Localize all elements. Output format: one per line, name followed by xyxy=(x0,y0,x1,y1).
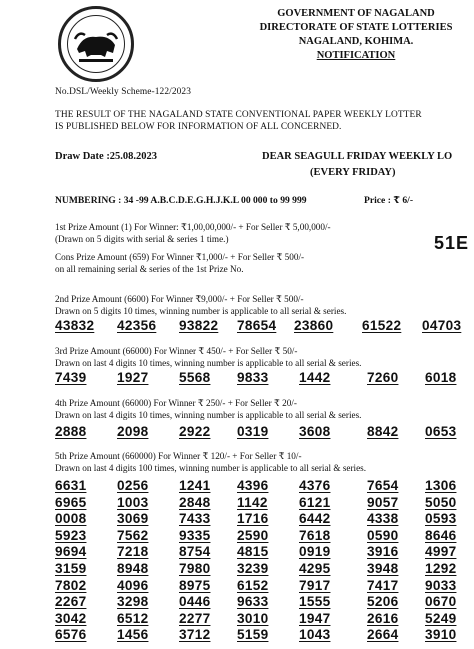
fifth-prize-number: 9033 xyxy=(425,577,457,593)
first-prize-line-2: (Drawn on 5 digits with serial & series 1 time.) xyxy=(55,234,229,244)
fifth-prize-number: 6121 xyxy=(299,494,331,510)
fifth-prize-number: 3712 xyxy=(179,627,211,643)
second-prize-number: 04703 xyxy=(422,318,462,333)
nagaland-lottery-emblem-icon xyxy=(58,6,134,82)
fifth-prize-row xyxy=(0,627,474,643)
fifth-prize-row xyxy=(0,578,474,594)
third-prize-number: 5568 xyxy=(179,370,211,385)
fifth-prize-number: 4376 xyxy=(299,478,331,493)
fifth-prize-number: 0593 xyxy=(425,511,457,527)
cons-prize-line-1: Cons Prize Amount (659) For Winner ₹1,000/- + For Seller ₹ 500/- xyxy=(55,252,305,262)
fourth-prize-number: 3608 xyxy=(299,424,331,439)
fifth-prize-number: 0256 xyxy=(117,478,149,493)
fifth-prize-number: 3042 xyxy=(55,610,87,626)
fifth-prize-number: 7618 xyxy=(299,527,331,543)
fifth-prize-number: 9633 xyxy=(237,594,269,610)
fifth-prize-number: 1003 xyxy=(117,494,149,510)
fifth-prize-number: 7218 xyxy=(117,544,149,560)
fifth-prize-number: 0919 xyxy=(299,544,331,560)
fifth-prize-number: 4396 xyxy=(237,478,269,493)
fifth-prize-number: 6631 xyxy=(55,478,87,493)
draw-frequency: (EVERY FRIDAY) xyxy=(310,167,396,178)
header-location: NAGALAND, KOHIMA. xyxy=(298,36,414,47)
fifth-prize-row xyxy=(0,528,474,544)
fourth-prize-number: 2888 xyxy=(55,424,87,439)
intro-line-2: IS PUBLISHED BELOW FOR INFORMATION OF ALL CONCERNED. xyxy=(55,122,342,132)
fifth-prize-number: 7802 xyxy=(55,577,87,593)
fourth-prize-number: 0653 xyxy=(425,424,457,439)
fifth-prize-number: 3159 xyxy=(55,561,87,576)
fourth-prize-line-2: Drawn on last 4 digits 10 times, winning number is applicable to all serial & series. xyxy=(55,410,362,420)
header-directorate: DIRECTORATE OF STATE LOTTERIES xyxy=(259,22,453,33)
fifth-prize-number: 0008 xyxy=(55,511,87,527)
fifth-prize-number: 5206 xyxy=(367,594,399,610)
fifth-prize-number: 1306 xyxy=(425,478,457,493)
fifth-prize-number: 7654 xyxy=(367,478,399,493)
fifth-prize-number: 2277 xyxy=(179,610,211,626)
fourth-prize-number: 2922 xyxy=(179,424,211,439)
first-prize-line-1: 1st Prize Amount (1) For Winner: ₹1,00,00,000/- + For Seller ₹ 5,00,000/- xyxy=(55,222,331,232)
fifth-prize-number: 2848 xyxy=(179,494,211,510)
fifth-prize-number: 7562 xyxy=(117,527,149,543)
fifth-prize-number: 7433 xyxy=(179,511,211,527)
fifth-prize-number: 1142 xyxy=(237,494,268,510)
fifth-prize-number: 1241 xyxy=(179,478,211,493)
fifth-prize-number: 2267 xyxy=(55,594,87,610)
fifth-prize-number: 6965 xyxy=(55,494,87,510)
fifth-prize-number: 9694 xyxy=(55,544,87,560)
fifth-prize-number: 6512 xyxy=(117,610,149,626)
fifth-prize-number: 0446 xyxy=(179,594,211,610)
mithun-emblem-graphic xyxy=(61,9,131,79)
fifth-prize-number: 0590 xyxy=(367,527,399,543)
fifth-prize-row xyxy=(0,478,474,494)
fifth-prize-number: 1716 xyxy=(237,511,269,527)
fifth-prize-number: 1456 xyxy=(117,627,149,643)
fifth-prize-number: 9335 xyxy=(179,527,211,543)
fifth-prize-number: 1043 xyxy=(299,627,331,643)
fifth-prize-number: 7917 xyxy=(299,577,331,593)
third-prize-number: 9833 xyxy=(237,370,269,385)
fifth-prize-line-2: Drawn on last 4 digits 100 times, winning number is applicable to all serial & series. xyxy=(55,463,367,473)
second-prize-line-1: 2nd Prize Amount (6600) For Winner ₹9,000/- + For Seller ₹ 500/- xyxy=(55,294,304,304)
fifth-prize-number: 3298 xyxy=(117,594,149,610)
second-prize-numbers xyxy=(0,318,474,334)
fifth-prize-number: 1555 xyxy=(299,594,331,610)
second-prize-number: 42356 xyxy=(117,318,157,333)
fifth-prize-row xyxy=(0,561,474,577)
draw-name: DEAR SEAGULL FRIDAY WEEKLY LO xyxy=(262,151,453,162)
fifth-prize-line-1: 5th Prize Amount (660000) For Winner ₹ 120/- + For Seller ₹ 10/- xyxy=(55,451,302,461)
fourth-prize-number: 2098 xyxy=(117,424,149,439)
fifth-prize-number: 3916 xyxy=(367,544,399,560)
second-prize-number: 78654 xyxy=(237,318,277,333)
fifth-prize-number: 4815 xyxy=(237,544,269,560)
fifth-prize-row xyxy=(0,594,474,610)
second-prize-number: 61522 xyxy=(362,318,402,333)
ticket-price: Price : ₹ 6/- xyxy=(364,195,414,206)
fifth-prize-number: 3239 xyxy=(237,561,269,576)
fifth-prize-number: 5249 xyxy=(425,610,457,626)
first-prize-ticket-code: 51E xyxy=(434,233,470,253)
fifth-prize-number: 5159 xyxy=(237,627,269,643)
cons-prize-line-2: on all remaining serial & series of the 1st Prize No. xyxy=(55,264,244,274)
numbering: NUMBERING : 34 -99 A.B.C.D.E.G.H.J.K.L 00 000 to 99 999 xyxy=(55,195,307,206)
fifth-prize-number: 4997 xyxy=(425,544,457,560)
third-prize-number: 7439 xyxy=(55,370,87,385)
fifth-prize-number: 3010 xyxy=(237,610,269,626)
fifth-prize-number: 0670 xyxy=(425,594,457,610)
fifth-prize-number: 1292 xyxy=(425,561,457,576)
fifth-prize-number: 3910 xyxy=(425,627,457,643)
fifth-prize-number: 7980 xyxy=(179,561,211,576)
fifth-prize-number: 6152 xyxy=(237,577,269,593)
third-prize-number: 1927 xyxy=(117,370,149,385)
fifth-prize-number: 3948 xyxy=(367,561,399,576)
header-government: GOVERNMENT OF NAGALAND xyxy=(277,8,435,19)
fourth-prize-line-1: 4th Prize Amount (66000) For Winner ₹ 250/- + For Seller ₹ 20/- xyxy=(55,398,297,408)
fifth-prize-number: 9057 xyxy=(367,494,399,510)
fourth-prize-numbers xyxy=(0,424,474,440)
third-prize-line-1: 3rd Prize Amount (66000) For Winner ₹ 450/- + For Seller ₹ 50/- xyxy=(55,346,298,356)
fifth-prize-row xyxy=(0,495,474,511)
third-prize-number: 1442 xyxy=(299,370,331,385)
third-prize-number: 7260 xyxy=(367,370,399,385)
third-prize-number: 6018 xyxy=(425,370,457,385)
fifth-prize-number: 2616 xyxy=(367,610,399,626)
fifth-prize-number: 3069 xyxy=(117,511,149,527)
fifth-prize-row xyxy=(0,511,474,527)
fifth-prize-number: 4295 xyxy=(299,561,331,576)
third-prize-line-2: Drawn on last 4 digits 10 times, winning number is applicable to all serial & series. xyxy=(55,358,362,368)
fifth-prize-row xyxy=(0,544,474,560)
fifth-prize-number: 8754 xyxy=(179,544,211,560)
fifth-prize-number: 8646 xyxy=(425,527,457,543)
fifth-prize-number: 6442 xyxy=(299,511,331,527)
reference-number: No.DSL/Weekly Scheme-122/2023 xyxy=(55,87,191,97)
fourth-prize-number: 0319 xyxy=(237,424,269,439)
draw-date: Draw Date :25.08.2023 xyxy=(55,151,158,162)
fifth-prize-number: 6576 xyxy=(55,627,87,643)
header-notification: NOTIFICATION xyxy=(316,50,396,61)
fifth-prize-number: 5923 xyxy=(55,527,87,543)
fifth-prize-number: 8975 xyxy=(179,577,211,593)
fifth-prize-number: 4096 xyxy=(117,577,149,593)
third-prize-numbers xyxy=(0,370,474,386)
fifth-prize-number: 2664 xyxy=(367,627,399,643)
fifth-prize-number: 2590 xyxy=(237,527,269,543)
second-prize-number: 93822 xyxy=(179,318,219,333)
intro-line-1: THE RESULT OF THE NAGALAND STATE CONVENTIONAL PAPER WEEKLY LOTTER xyxy=(55,110,422,120)
second-prize-number: 23860 xyxy=(294,318,334,333)
fifth-prize-number: 7417 xyxy=(367,577,399,593)
fifth-prize-number: 4338 xyxy=(367,511,399,527)
second-prize-number: 43832 xyxy=(55,318,95,333)
fifth-prize-number: 8948 xyxy=(117,561,149,576)
fifth-prize-number: 5050 xyxy=(425,494,457,510)
fifth-prize-number: 1947 xyxy=(299,610,331,626)
fourth-prize-number: 8842 xyxy=(367,424,399,439)
fifth-prize-row xyxy=(0,611,474,627)
second-prize-line-2: Drawn on 5 digits 10 times, winning number is applicable to all serial & series. xyxy=(55,306,347,316)
